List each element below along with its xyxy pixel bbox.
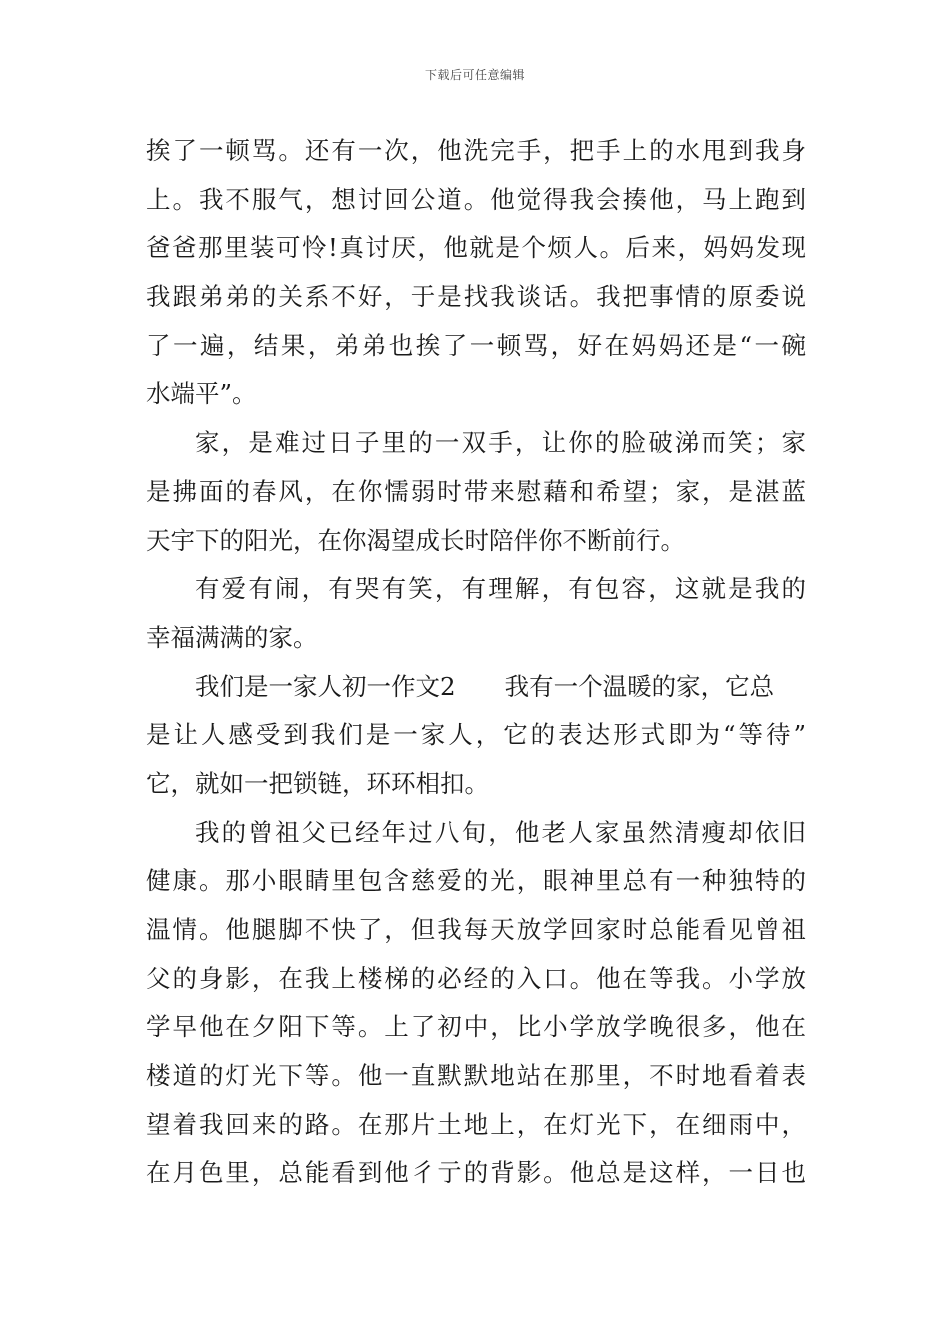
- text-line: 天宇下的阳光，在你渴望成长时陪伴你不断前行。: [146, 525, 685, 555]
- document-body: [146, 127, 806, 1198]
- text-line: 是让人感受到我们是一家人，它的表达形式即为“等待”: [146, 720, 806, 750]
- text-line: 水端平”。: [146, 379, 257, 409]
- text-line: 是拂面的春风，在你懦弱时带来慰藉和希望；家，是湛蓝: [146, 476, 806, 506]
- text-line: 我跟弟弟的关系不好，于是找我谈话。我把事情的原委说: [146, 282, 806, 312]
- text-line: 上。我不服气，想讨回公道。他觉得我会揍他，马上跑到: [146, 184, 806, 214]
- paragraph-start-line: 有爱有闹，有哭有笑，有理解，有包容，这就是我的: [195, 574, 806, 604]
- text-line: 学早他在夕阳下等。上了初中，比小学放学晚很多，他在: [146, 1012, 806, 1042]
- text-line: 楼道的灯光下等。他一直默默地站在那里，不时地看着表: [146, 1061, 806, 1091]
- page-header: 下载后可任意编辑: [424, 68, 525, 82]
- text-line: 挨了一顿骂。还有一次，他洗完手，把手上的水甩到我身: [146, 136, 806, 165]
- section-title-line: 我们是一家人初一作文2 我有一个温暖的家，它总: [195, 671, 775, 701]
- text-line: 父的身影，在我上楼梯的必经的入口。他在等我。小学放: [146, 963, 806, 993]
- text-line: 温情。他腿脚不快了，但我每天放学回家时总能看见曾祖: [146, 915, 806, 944]
- text-line: 望着我回来的路。在那片土地上，在灯光下，在细雨中，: [146, 1109, 806, 1139]
- text-line: 健康。那小眼睛里包含慈爱的光，眼神里总有一种独特的: [146, 866, 806, 896]
- text-line: 了一遍，结果，弟弟也挨了一顿骂，好在妈妈还是“一碗: [146, 330, 806, 360]
- paragraph-start-line: 我的曾祖父已经年过八旬，他老人家虽然清瘦却依旧: [195, 817, 806, 847]
- text-line: 它，就如一把锁链，环环相扣。: [146, 768, 489, 798]
- text-line: 在月色里，总能看到他彳亍的背影。他总是这样，一日也: [146, 1158, 806, 1188]
- paragraph-start-line: 家，是难过日子里的一双手，让你的脸破涕而笑；家: [195, 428, 806, 458]
- text-line: 幸福满满的家。: [146, 622, 318, 652]
- text-line: 爸爸那里装可怜!真讨厌，他就是个烦人。后来，妈妈发现: [146, 233, 806, 263]
